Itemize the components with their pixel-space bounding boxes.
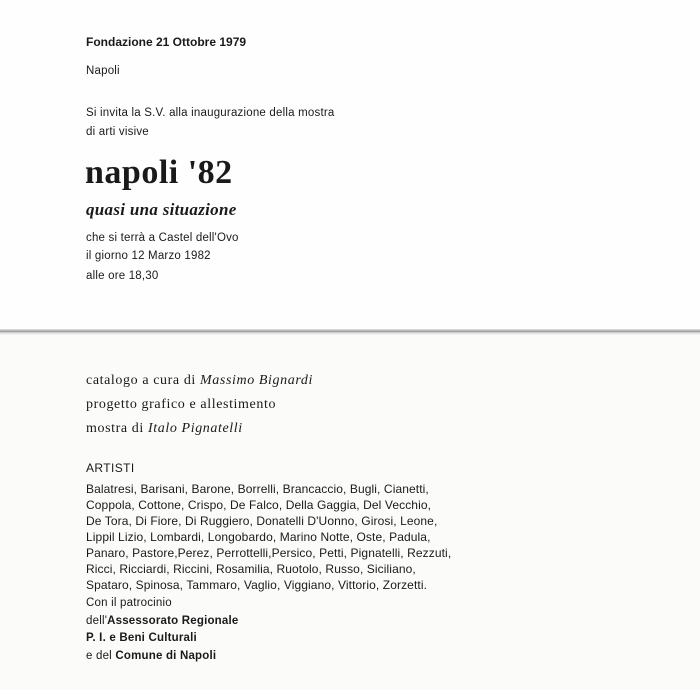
foundation-name: Fondazione 21 Ottobre 1979 bbox=[86, 35, 247, 49]
date-line: il giorno 12 Marzo 1982 bbox=[86, 250, 211, 262]
exhibition-title: napoli '82 bbox=[85, 154, 233, 191]
exhibition-subtitle: quasi una situazione bbox=[86, 200, 237, 219]
patronage-line-2 bbox=[86, 615, 239, 627]
cultural-heritage: P. I. e Beni Culturali bbox=[86, 632, 197, 644]
exhibit-credit bbox=[86, 421, 243, 437]
time-line: alle ore 18,30 bbox=[86, 270, 159, 282]
design-credit: progetto grafico e allestimento bbox=[86, 397, 277, 412]
patronage-prefix: dell' bbox=[86, 615, 108, 627]
catalog-credit bbox=[86, 373, 313, 389]
artist-line: Coppola, Cottone, Crispo, De Falco, Della Gaggia, Del Vecchio, bbox=[86, 498, 432, 512]
municipality: Comune di Napoli bbox=[115, 650, 217, 662]
artist-line: Lippil Lizio, Lombardi, Longobardo, Marino Notte, Oste, Padula, bbox=[86, 530, 431, 544]
patronage-line-3 bbox=[86, 632, 197, 644]
artist-line: De Tora, Di Fiore, Di Ruggiero, Donatelli D'Uonno, Girosi, Leone, bbox=[86, 514, 438, 528]
artists-heading: ARTISTI bbox=[86, 461, 135, 475]
exhibit-designer: Italo Pignatelli bbox=[148, 421, 243, 436]
catalog-editor: Massimo Bignardi bbox=[200, 373, 313, 388]
artist-line: Spataro, Spinosa, Tammaro, Vaglio, Viggiano, Vittorio, Zorzetti. bbox=[86, 578, 428, 592]
regional-office: Assessorato Regionale bbox=[107, 615, 239, 627]
invite-line-2: di arti visive bbox=[86, 126, 149, 138]
patronage-line-1: Con il patrocinio bbox=[86, 597, 172, 609]
catalog-prefix: catalogo a cura di bbox=[86, 373, 196, 388]
artist-line: Ricci, Ricciardi, Riccini, Rosamilia, Ruotolo, Russo, Siciliano, bbox=[86, 562, 416, 576]
artist-line: Balatresi, Barisani, Barone, Borrelli, Brancaccio, Bugli, Cianetti, bbox=[86, 482, 429, 496]
patronage-line-4 bbox=[86, 650, 216, 662]
exhibit-prefix: mostra di bbox=[86, 421, 144, 436]
artist-line: Panaro, Pastore,Perez, Perrottelli,Persico, Petti, Pignatelli, Rezzuti, bbox=[86, 546, 452, 560]
city-name: Napoli bbox=[86, 65, 120, 77]
venue-line: che si terrà a Castel dell'Ovo bbox=[86, 232, 239, 244]
invite-line-1: Si invita la S.V. alla inaugurazione della mostra bbox=[86, 107, 335, 119]
patronage-conjunction: e del bbox=[86, 650, 112, 662]
